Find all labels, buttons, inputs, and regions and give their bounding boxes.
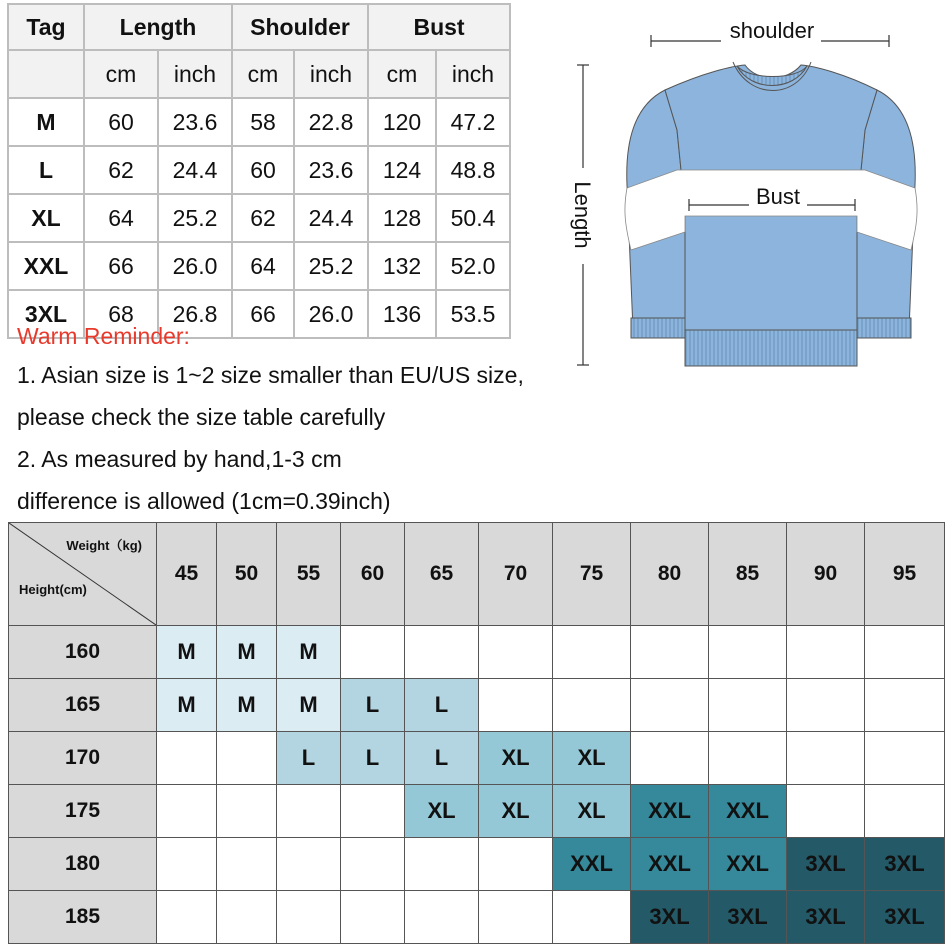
size-cell: [405, 785, 479, 838]
size-value: 26.0: [158, 242, 232, 290]
height-row: [9, 732, 945, 785]
size-row-m: [8, 98, 510, 146]
empty-cell: [217, 785, 277, 838]
size-cell: [709, 891, 787, 944]
size-label: 3XL: [884, 904, 925, 929]
empty-cell: [277, 891, 341, 944]
sweater-icon: [625, 62, 917, 366]
size-cell: [217, 679, 277, 732]
size-value: 24.4: [294, 194, 368, 242]
bust-label: Bust: [755, 184, 801, 209]
size-tag: M: [8, 98, 84, 146]
height-axis-label: Height(cm): [19, 582, 87, 597]
size-label: M: [177, 692, 196, 717]
empty-cell: [865, 626, 945, 679]
length-measure: [570, 65, 595, 365]
size-value: 60: [232, 146, 294, 194]
units-blank: [8, 50, 84, 98]
size-cell: [709, 838, 787, 891]
height-row: [9, 679, 945, 732]
empty-cell: [405, 626, 479, 679]
size-cell: [631, 891, 709, 944]
size-label: L: [434, 745, 449, 770]
size-tag: XL: [8, 194, 84, 242]
weight-header-row: [9, 523, 945, 626]
weight-header: 50: [217, 523, 277, 626]
weight-axis-label: Weight（kg): [66, 538, 142, 553]
size-table-units-row: [8, 50, 510, 98]
empty-cell: [865, 785, 945, 838]
size-value: 66: [84, 242, 158, 290]
size-label: L: [434, 692, 449, 717]
size-label: L: [365, 745, 380, 770]
size-cell: [277, 626, 341, 679]
height-header: 180: [9, 838, 157, 891]
size-value: 53.5: [436, 290, 510, 338]
size-value: 64: [84, 194, 158, 242]
size-label: M: [299, 639, 318, 664]
size-cell: [277, 732, 341, 785]
empty-cell: [787, 626, 865, 679]
size-cell: [787, 838, 865, 891]
size-value: 58: [232, 98, 294, 146]
size-label: L: [301, 745, 316, 770]
empty-cell: [553, 626, 631, 679]
size-table-header-row: [8, 4, 510, 50]
shoulder-label: shoulder: [729, 18, 815, 43]
size-cell: [865, 891, 945, 944]
size-cell: [341, 679, 405, 732]
height-header: 185: [9, 891, 157, 944]
empty-cell: [341, 891, 405, 944]
empty-cell: [479, 626, 553, 679]
header-tag: Tag: [8, 4, 84, 50]
size-value: 26.0: [294, 290, 368, 338]
empty-cell: [631, 732, 709, 785]
empty-cell: [787, 679, 865, 732]
size-label: M: [237, 692, 256, 717]
unit-cell: inch: [294, 50, 368, 98]
size-value: 66: [232, 290, 294, 338]
height-row: [9, 785, 945, 838]
size-cell: [479, 732, 553, 785]
size-value: 136: [368, 290, 436, 338]
empty-cell: [405, 891, 479, 944]
size-label: XXL: [726, 851, 769, 876]
size-label: XL: [577, 745, 606, 770]
empty-cell: [341, 838, 405, 891]
header-length: Length: [84, 4, 232, 50]
size-label: XXL: [726, 798, 769, 823]
weight-header: 65: [405, 523, 479, 626]
reminder-line: please check the size table carefully: [17, 404, 386, 430]
empty-cell: [341, 626, 405, 679]
reminder-line: 1. Asian size is 1~2 size smaller than EU/US size,: [17, 362, 524, 388]
size-cell: [553, 838, 631, 891]
size-cell: [787, 891, 865, 944]
empty-cell: [217, 891, 277, 944]
size-value: 25.2: [294, 242, 368, 290]
size-label: 3XL: [805, 851, 846, 876]
size-label: XXL: [648, 851, 691, 876]
size-value: 60: [84, 98, 158, 146]
weight-header: 60: [341, 523, 405, 626]
empty-cell: [479, 679, 553, 732]
height-header: 160: [9, 626, 157, 679]
reminder-title: Warm Reminder:: [17, 323, 190, 349]
size-tag: XXL: [8, 242, 84, 290]
size-cell: [631, 785, 709, 838]
size-label: XL: [577, 798, 606, 823]
size-value: 128: [368, 194, 436, 242]
empty-cell: [479, 891, 553, 944]
weight-header: 75: [553, 523, 631, 626]
size-cell: [479, 785, 553, 838]
empty-cell: [865, 679, 945, 732]
size-cell: [405, 679, 479, 732]
shoulder-measure: [651, 18, 889, 47]
empty-cell: [405, 838, 479, 891]
size-cell: [405, 732, 479, 785]
size-value: 48.8: [436, 146, 510, 194]
size-value: 25.2: [158, 194, 232, 242]
size-recommendation-grid: [8, 522, 945, 944]
empty-cell: [341, 785, 405, 838]
empty-cell: [631, 679, 709, 732]
size-value: 62: [232, 194, 294, 242]
size-label: 3XL: [884, 851, 925, 876]
size-cell: [709, 785, 787, 838]
size-value: 68: [84, 290, 158, 338]
size-value: 132: [368, 242, 436, 290]
reminder-line: 2. As measured by hand,1-3 cm: [17, 446, 342, 472]
weight-header: 95: [865, 523, 945, 626]
size-label: L: [365, 692, 380, 717]
header-bust: Bust: [368, 4, 510, 50]
size-tag: 3XL: [8, 290, 84, 338]
size-cell: [157, 679, 217, 732]
size-cell: [865, 838, 945, 891]
empty-cell: [787, 785, 865, 838]
weight-header: 45: [157, 523, 217, 626]
size-label: M: [299, 692, 318, 717]
size-value: 64: [232, 242, 294, 290]
empty-cell: [157, 838, 217, 891]
empty-cell: [217, 732, 277, 785]
size-label: M: [237, 639, 256, 664]
size-cell: [553, 732, 631, 785]
empty-cell: [217, 838, 277, 891]
size-label: 3XL: [649, 904, 690, 929]
size-label: XL: [427, 798, 456, 823]
unit-cell: cm: [84, 50, 158, 98]
size-label: XL: [501, 745, 530, 770]
size-value: 24.4: [158, 146, 232, 194]
size-value: 47.2: [436, 98, 510, 146]
size-value: 50.4: [436, 194, 510, 242]
weight-header: 90: [787, 523, 865, 626]
empty-cell: [865, 732, 945, 785]
empty-cell: [277, 838, 341, 891]
warm-reminder: [17, 320, 557, 522]
size-label: 3XL: [805, 904, 846, 929]
size-label: XXL: [648, 798, 691, 823]
empty-cell: [553, 679, 631, 732]
length-label: Length: [570, 181, 595, 249]
empty-cell: [157, 732, 217, 785]
empty-cell: [709, 732, 787, 785]
size-cell: [631, 838, 709, 891]
size-value: 23.6: [294, 146, 368, 194]
empty-cell: [157, 785, 217, 838]
size-row-xxl: [8, 242, 510, 290]
corner-cell: [9, 523, 157, 626]
height-header: 165: [9, 679, 157, 732]
height-row: [9, 626, 945, 679]
size-label: XL: [501, 798, 530, 823]
empty-cell: [709, 679, 787, 732]
unit-cell: inch: [436, 50, 510, 98]
height-header: 170: [9, 732, 157, 785]
weight-header: 80: [631, 523, 709, 626]
size-value: 23.6: [158, 98, 232, 146]
size-label: M: [177, 639, 196, 664]
empty-cell: [709, 626, 787, 679]
empty-cell: [787, 732, 865, 785]
reminder-line: difference is allowed (1cm=0.39inch): [17, 488, 391, 514]
weight-header: 55: [277, 523, 341, 626]
size-tag: L: [8, 146, 84, 194]
weight-header: 85: [709, 523, 787, 626]
empty-cell: [479, 838, 553, 891]
empty-cell: [631, 626, 709, 679]
unit-cell: cm: [232, 50, 294, 98]
size-cell: [341, 732, 405, 785]
size-label: XXL: [570, 851, 613, 876]
size-value: 62: [84, 146, 158, 194]
size-table: [7, 3, 511, 339]
size-cell: [217, 626, 277, 679]
size-cell: [157, 626, 217, 679]
height-header: 175: [9, 785, 157, 838]
header-shoulder: Shoulder: [232, 4, 368, 50]
size-row-xl: [8, 194, 510, 242]
size-cell: [277, 679, 341, 732]
empty-cell: [277, 785, 341, 838]
empty-cell: [553, 891, 631, 944]
unit-cell: cm: [368, 50, 436, 98]
weight-header: 70: [479, 523, 553, 626]
size-row-l: [8, 146, 510, 194]
size-value: 120: [368, 98, 436, 146]
height-row: [9, 891, 945, 944]
size-value: 52.0: [436, 242, 510, 290]
sweater-diagram: [565, 10, 945, 375]
empty-cell: [157, 891, 217, 944]
size-value: 26.8: [158, 290, 232, 338]
size-cell: [553, 785, 631, 838]
size-value: 124: [368, 146, 436, 194]
size-value: 22.8: [294, 98, 368, 146]
size-label: 3XL: [727, 904, 768, 929]
height-row: [9, 838, 945, 891]
unit-cell: inch: [158, 50, 232, 98]
